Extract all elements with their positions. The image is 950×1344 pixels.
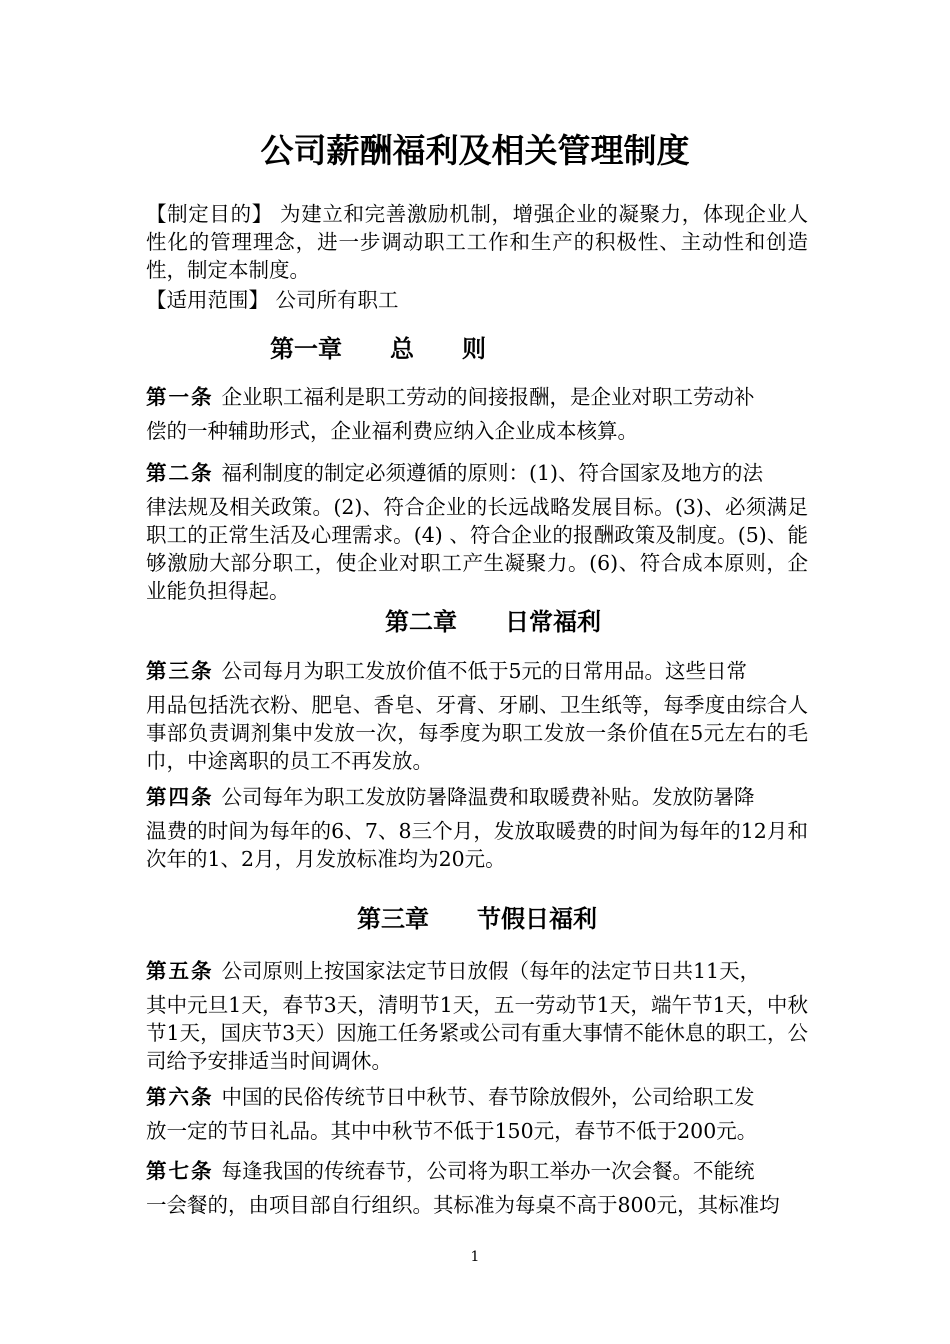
article-3-first-text: 公司每月为职工发放价值不低于5元的日常用品。这些日常 xyxy=(221,659,748,683)
page-number: 1 xyxy=(470,1249,480,1265)
article-2 xyxy=(146,453,808,605)
article-3-number: 第三条 xyxy=(146,659,214,683)
article-3-first-line xyxy=(146,651,808,691)
article-6-number: 第六条 xyxy=(146,1085,214,1109)
article-5-first-line xyxy=(146,951,808,991)
article-5 xyxy=(146,951,808,1075)
article-3-rest-text: 用品包括洗衣粉、肥皂、香皂、牙膏、牙刷、卫生纸等，每季度由综合人事部负责调剂集中发放一次，每季度为职工发放一条价值在5元左右的毛巾，中途离职的员工不再发放。 xyxy=(146,693,808,773)
article-3 xyxy=(146,651,808,775)
article-7-first-text: 每逢我国的传统春节，公司将为职工举办一次会餐。不能统 xyxy=(221,1159,755,1183)
purpose-text: 为建立和完善激励机制，增强企业的凝聚力，体现企业人性化的管理理念，进一步调动职工工作和生产的积极性、主动性和创造性，制定本制度。 xyxy=(146,202,809,282)
article-6-first-line xyxy=(146,1077,808,1117)
article-6 xyxy=(146,1077,808,1145)
article-5-number: 第五条 xyxy=(146,959,214,983)
scope-paragraph xyxy=(146,286,808,314)
chapter-heading-2: 第二章 日常福利 xyxy=(385,608,601,636)
article-1 xyxy=(146,377,808,445)
article-6-rest-text: 放一定的节日礼品。其中中秋节不低于150元，春节不低于200元。 xyxy=(146,1119,758,1143)
article-4-number: 第四条 xyxy=(146,785,214,809)
purpose-label: 【制定目的】 xyxy=(146,202,273,226)
article-1-first-line xyxy=(146,377,808,417)
article-4 xyxy=(146,777,808,873)
scope-label: 【适用范围】 xyxy=(146,288,269,312)
article-1-first-text: 企业职工福利是职工劳动的间接报酬，是企业对职工劳动补 xyxy=(221,385,755,409)
article-1-number: 第一条 xyxy=(146,385,214,409)
article-2-first-line xyxy=(146,453,808,493)
article-7-first-line xyxy=(146,1151,808,1191)
chapter-heading-3: 第三章 节假日福利 xyxy=(357,905,597,933)
article-7 xyxy=(146,1151,808,1219)
article-7-number: 第七条 xyxy=(146,1159,214,1183)
article-1-rest-text: 偿的一种辅助形式，企业福利费应纳入企业成本核算。 xyxy=(146,419,638,443)
chapter-heading-1: 第一章 总 则 xyxy=(270,335,486,363)
article-2-rest-text: 律法规及相关政策。(2)、符合企业的长远战略发展目标。(3)、必须满足职工的正常生活及心理需求。(4) 、符合企业的报酬政策及制度。(5)、能够激励大部分职工，使企业对职工产生凝聚力。(6)、符合成本原则，企业能负担得起。 xyxy=(146,495,808,603)
article-7-rest-text: 一会餐的，由项目部自行组织。其标准为每桌不高于800元，其标准均 xyxy=(146,1193,780,1217)
article-4-first-text: 公司每年为职工发放防暑降温费和取暖费补贴。发放防暑降 xyxy=(221,785,755,809)
article-6-first-text: 中国的民俗传统节日中秋节、春节除放假外，公司给职工发 xyxy=(221,1085,755,1109)
page-title: 公司薪酬福利及相关管理制度 xyxy=(260,131,690,170)
article-2-first-text: 福利制度的制定必须遵循的原则：(1)、符合国家及地方的法 xyxy=(221,461,764,485)
article-5-first-text: 公司原则上按国家法定节日放假（每年的法定节日共11天， xyxy=(221,959,761,983)
article-5-rest-text: 其中元旦1天，春节3天，清明节1天，五一劳动节1天，端午节1天，中秋节1天，国庆节3天）因施工任务紧或公司有重大事情不能休息的职工，公司给予安排适当时间调休。 xyxy=(146,993,808,1073)
article-4-first-line xyxy=(146,777,808,817)
article-4-rest-text: 温费的时间为每年的6、7、8三个月，发放取暖费的时间为每年的12月和次年的1、2月，月发放标准均为20元。 xyxy=(146,819,808,871)
article-2-number: 第二条 xyxy=(146,461,214,485)
scope-text: 公司所有职工 xyxy=(275,288,399,312)
purpose-paragraph xyxy=(146,200,808,284)
